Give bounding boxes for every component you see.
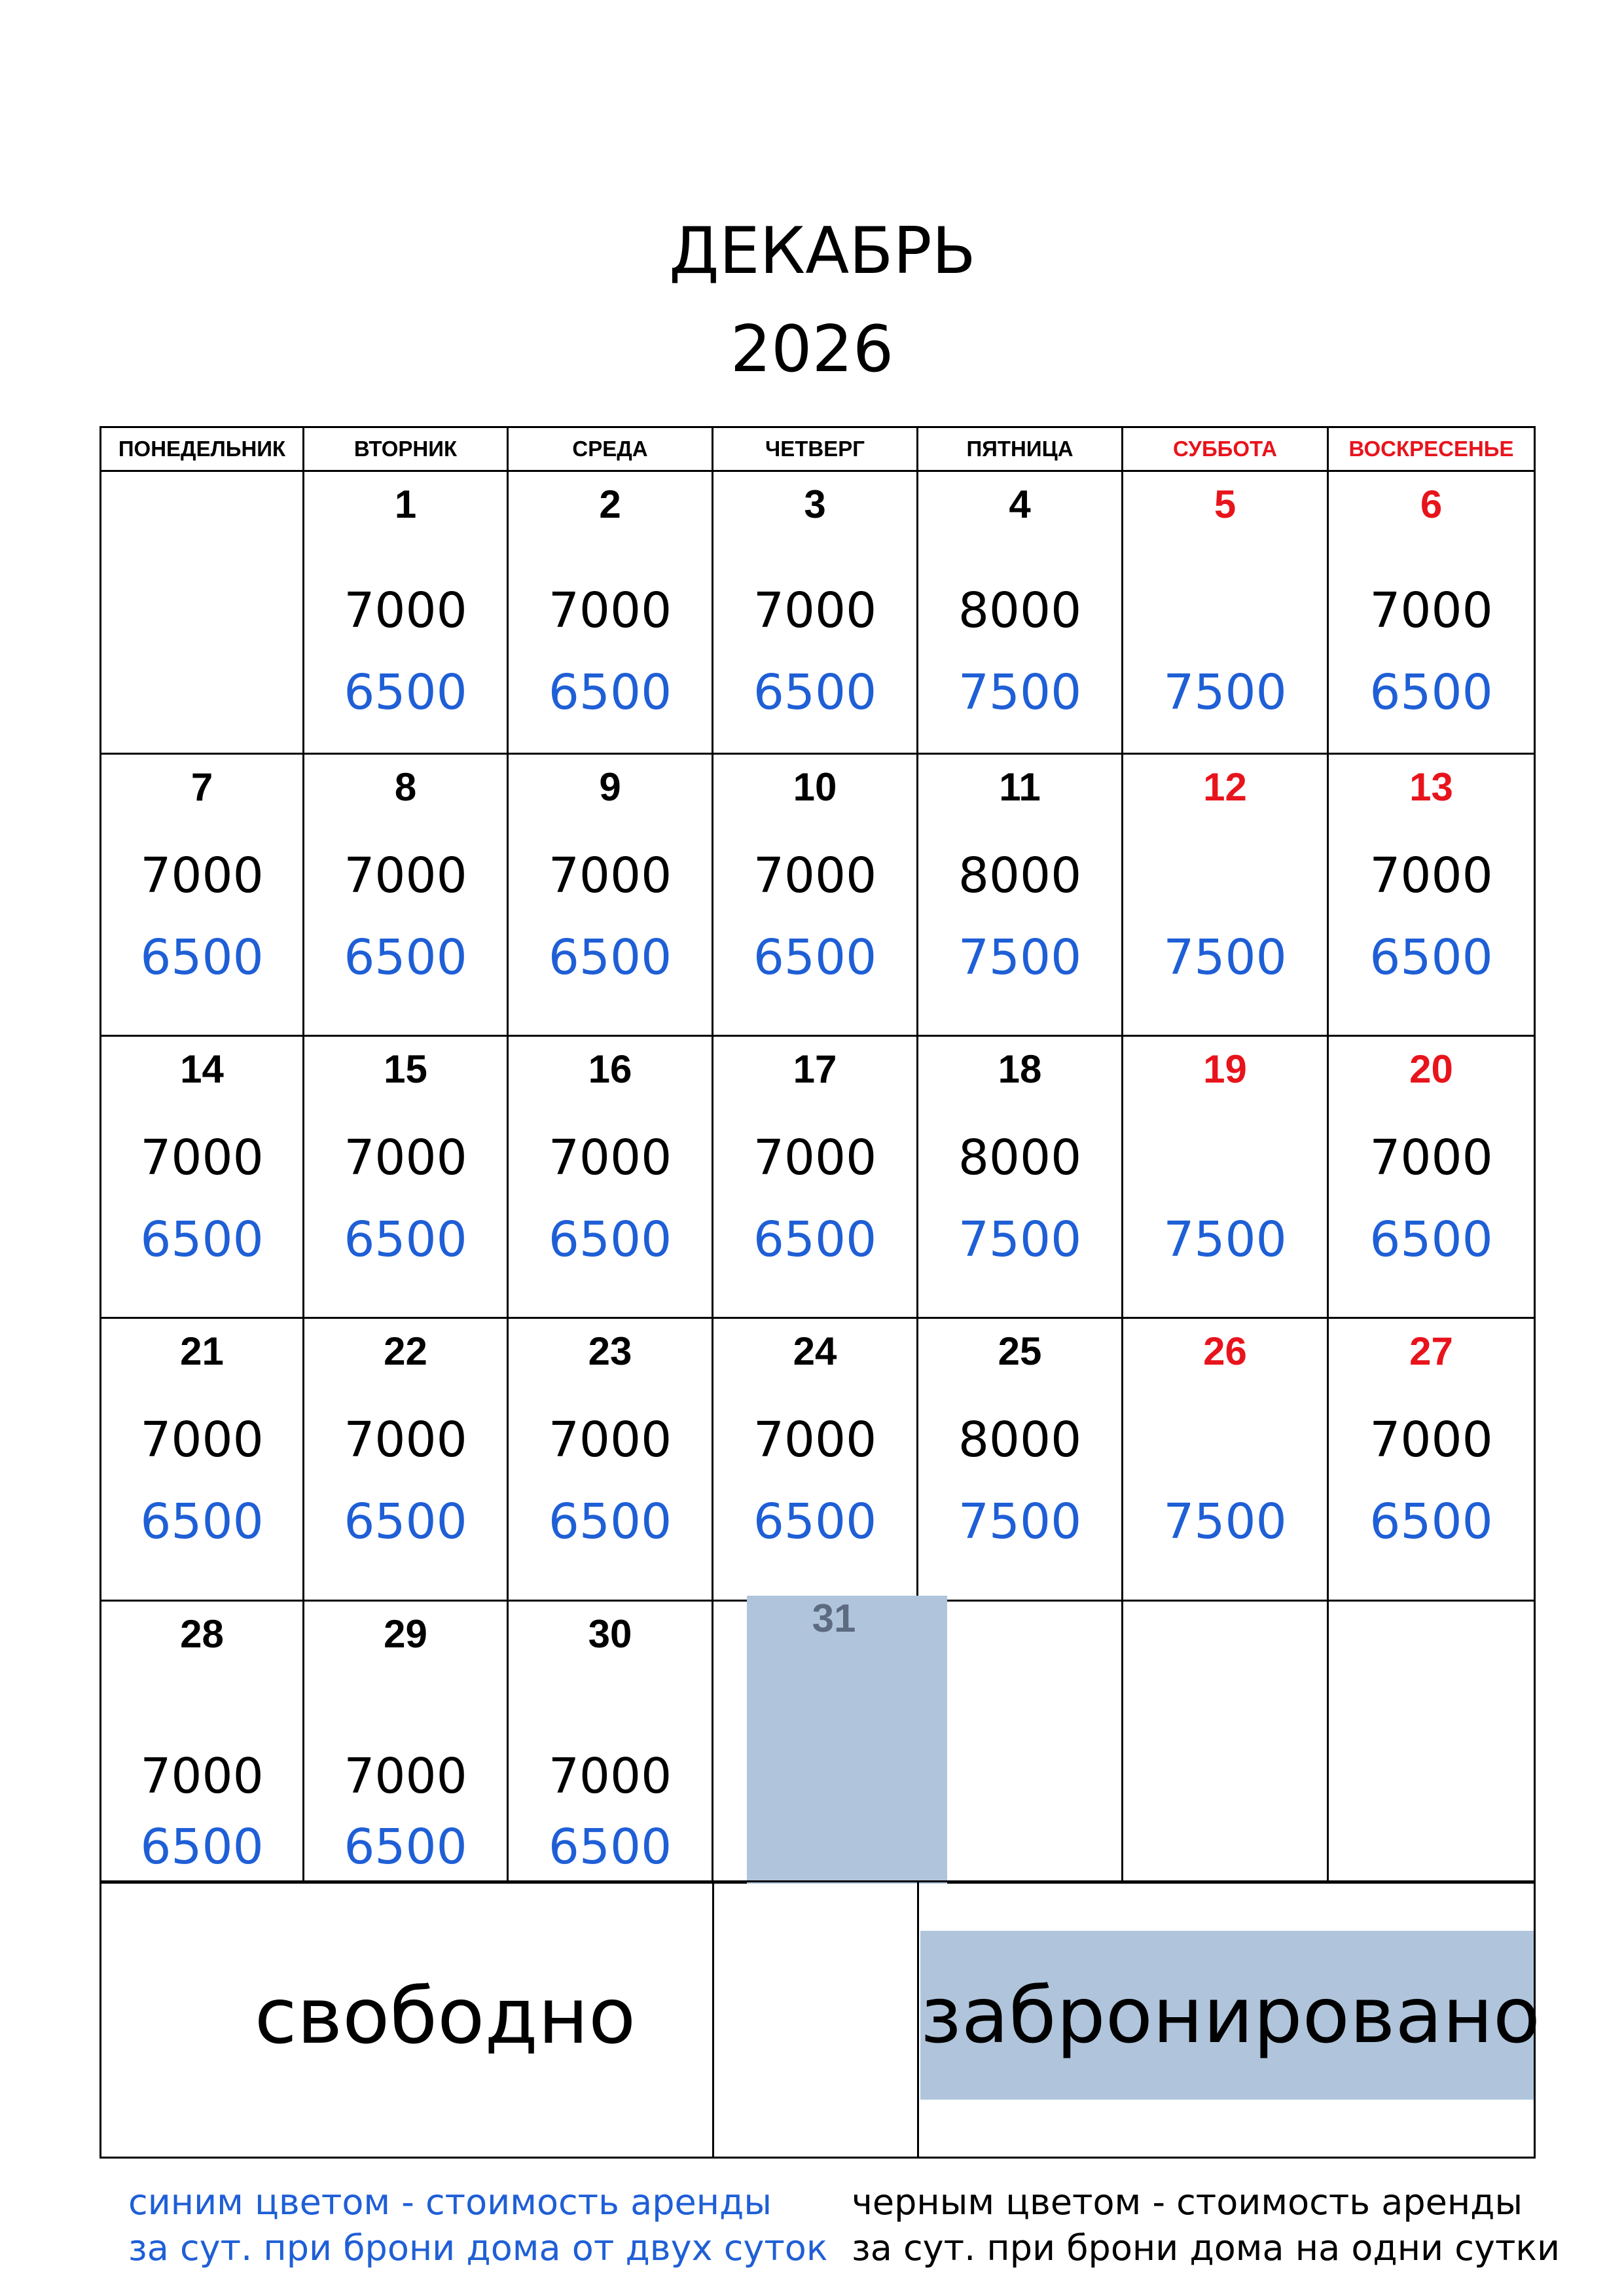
one-day-price: 7000 [753,583,877,639]
multi-day-price: 6500 [1369,664,1493,721]
day-cell [918,471,1123,753]
day-cell [508,471,713,753]
weekday-saturday: СУББОТА [1123,427,1328,471]
day-cell [918,1035,1123,1318]
day-cell [304,1600,508,1882]
day-number: 5 [1214,482,1236,527]
multi-day-price: 6500 [344,664,467,721]
day-cell [101,1318,304,1600]
day-number: 14 [180,1047,224,1091]
day-number: 9 [599,764,621,809]
multi-day-price: 6500 [753,1211,877,1268]
day-cell [304,471,508,753]
day-cell [713,1035,918,1318]
one-day-price: 7000 [344,847,467,904]
day-cell [304,1318,508,1600]
day-number: 21 [180,1329,224,1374]
multi-day-price: 6500 [753,929,877,986]
day-number: 15 [384,1047,427,1091]
blue-note-line-1: синим цветом - стоимость аренды [128,2181,772,2223]
day-cell [1328,753,1535,1035]
one-day-price: 7000 [344,1412,467,1469]
one-day-price: 7000 [753,1412,877,1469]
day-cell [1123,1318,1328,1600]
black-note-line-1: черным цветом - стоимость аренды [852,2181,1523,2223]
day-cell [918,753,1123,1035]
day-cell [1123,471,1328,753]
day-cell [1328,1035,1535,1318]
month-title: ДЕКАБРЬ [669,214,976,289]
day-cell [508,1600,713,1882]
weekday-tuesday: ВТОРНИК [304,427,508,471]
one-day-price: 7000 [140,847,264,904]
one-day-price: 7000 [548,847,672,904]
one-day-price: 8000 [958,847,1082,904]
day-cell [1123,753,1328,1035]
day-number: 7 [190,764,213,809]
day-cell [101,1600,304,1882]
one-day-price: 7000 [753,1129,877,1186]
day-cell [918,1318,1123,1600]
one-day-price: 8000 [958,1412,1082,1469]
multi-day-price: 6500 [1369,1211,1493,1268]
multi-day-price: 6500 [140,929,264,986]
day-number: 24 [793,1329,837,1374]
day-number: 13 [1409,764,1453,809]
day-cell [1328,471,1535,753]
day-cell [713,1318,918,1600]
one-day-price: 7000 [548,1748,672,1804]
one-day-price: 7000 [344,1129,467,1186]
blue-note-line-2: за сут. при брони дома от двух суток [128,2227,828,2269]
multi-day-price: 6500 [140,1211,264,1268]
blue-price-note [128,2179,827,2271]
day-number: 1 [394,482,417,527]
one-day-price: 8000 [958,1129,1082,1186]
multi-day-price: 6500 [548,664,672,721]
day-cell [101,1035,304,1318]
day-number: 23 [588,1329,632,1374]
weekday-wednesday: СРЕДА [508,427,713,471]
multi-day-price: 7500 [1163,1211,1287,1268]
legend-free-cell [101,1882,713,2158]
day-cell [508,1035,713,1318]
one-day-price: 7000 [1369,1129,1493,1186]
day-number: 2 [599,482,621,527]
day-cell-empty [918,1600,1123,1882]
day-number: 19 [1203,1047,1247,1091]
one-day-price: 7000 [140,1412,264,1469]
one-day-price: 7000 [1369,583,1493,639]
day-cell-empty [1328,1600,1535,1882]
day-cell [101,753,304,1035]
one-day-price: 7000 [344,1748,467,1804]
multi-day-price: 7500 [958,1494,1082,1551]
one-day-price: 7000 [140,1748,264,1804]
day-number: 16 [588,1047,632,1091]
day-number: 27 [1409,1329,1453,1374]
multi-day-price: 7500 [1163,929,1287,986]
day-cell-empty [1123,1600,1328,1882]
day-cell [1328,1318,1535,1600]
day-cell [1123,1035,1328,1318]
legend-booked-label: забронировано [920,1931,1534,2100]
week-row-3 [101,1035,1535,1318]
multi-day-price: 6500 [548,1494,672,1551]
day-number: 3 [804,482,826,527]
day-cell [508,753,713,1035]
multi-day-price: 6500 [548,1818,672,1875]
day-cell [304,753,508,1035]
day-number: 11 [999,764,1041,809]
booked-day-number: 31 [812,1596,856,1640]
day-number: 26 [1203,1329,1247,1374]
multi-day-price: 6500 [1369,1494,1493,1551]
day-cell [713,753,918,1035]
multi-day-price: 6500 [753,664,877,721]
weekday-sunday: ВОСКРЕСЕНЬЕ [1328,427,1535,471]
multi-day-price: 6500 [548,929,672,986]
day-number: 10 [793,764,837,809]
year-title: 2026 [730,312,894,387]
black-price-note [852,2179,1560,2271]
multi-day-price: 6500 [140,1818,264,1875]
week-row-1 [101,471,1535,753]
one-day-price: 7000 [1369,1412,1493,1469]
multi-day-price: 6500 [344,1818,467,1875]
day-number: 28 [180,1611,224,1656]
multi-day-price: 6500 [344,1211,467,1268]
weekday-friday: ПЯТНИЦА [918,427,1123,471]
day-number: 4 [1009,482,1031,527]
multi-day-price: 7500 [958,1211,1082,1268]
day-number: 12 [1203,764,1247,809]
week-row-4 [101,1318,1535,1600]
weekday-monday: ПОНЕДЕЛЬНИК [101,427,304,471]
multi-day-price: 7500 [1163,664,1287,721]
day-cell [101,471,304,753]
day-number: 20 [1409,1047,1453,1091]
one-day-price: 7000 [548,583,672,639]
one-day-price: 7000 [140,1129,264,1186]
one-day-price: 8000 [958,583,1082,639]
day-number: 25 [998,1329,1042,1374]
day-number: 8 [394,764,417,809]
weekday-thursday: ЧЕТВЕРГ [713,427,918,471]
one-day-price: 7000 [344,583,467,639]
black-note-line-2: за сут. при брони дома на одни сутки [852,2227,1561,2269]
multi-day-price: 6500 [1369,929,1493,986]
day-number: 29 [384,1611,427,1656]
day-cell [508,1318,713,1600]
legend-spacer-cell [713,1882,918,2158]
one-day-price: 7000 [548,1129,672,1186]
day-number: 22 [384,1329,427,1374]
multi-day-price: 6500 [753,1494,877,1551]
multi-day-price: 7500 [958,664,1082,721]
day-number: 18 [998,1047,1042,1091]
multi-day-price: 6500 [344,1494,467,1551]
day-number: 17 [793,1047,837,1091]
day-number: 6 [1420,482,1443,527]
legend-free-label: свободно [254,1971,636,2061]
day-number: 30 [588,1611,632,1656]
multi-day-price: 6500 [548,1211,672,1268]
multi-day-price: 6500 [140,1494,264,1551]
multi-day-price: 7500 [1163,1494,1287,1551]
one-day-price: 7000 [753,847,877,904]
one-day-price: 7000 [548,1412,672,1469]
multi-day-price: 7500 [958,929,1082,986]
day-cell [713,471,918,753]
week-row-2 [101,753,1535,1035]
day-cell [304,1035,508,1318]
weekday-header-row [101,427,1535,471]
one-day-price: 7000 [1369,847,1493,904]
multi-day-price: 6500 [344,929,467,986]
